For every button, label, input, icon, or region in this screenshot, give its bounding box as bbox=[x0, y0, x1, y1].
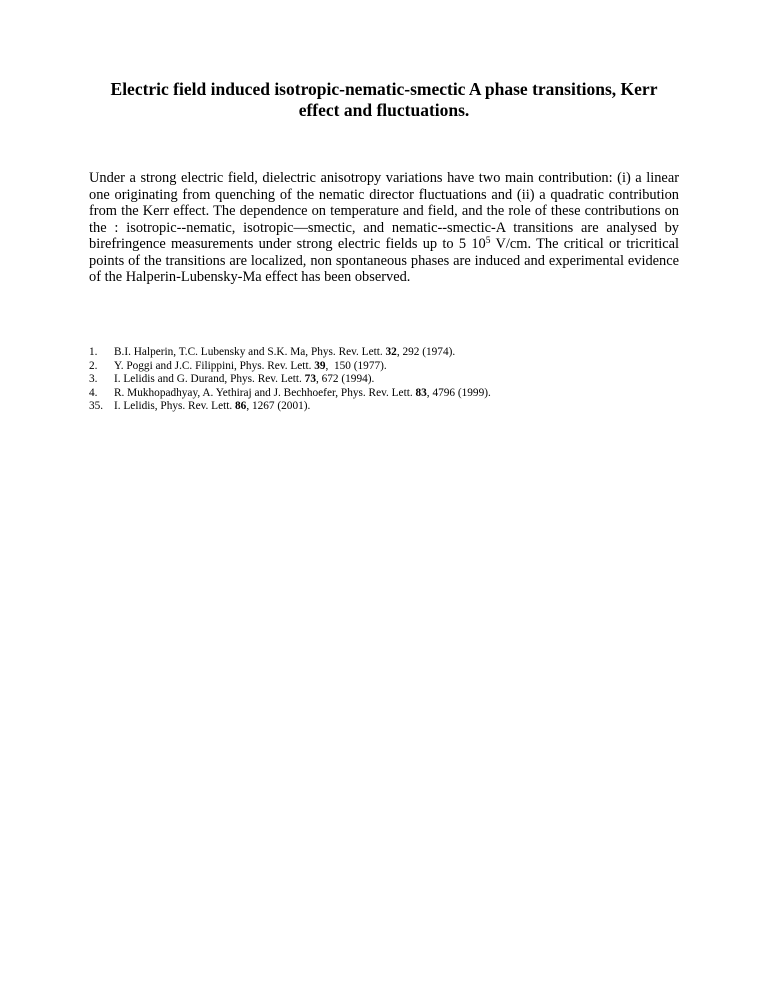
reference-text bbox=[114, 387, 491, 401]
reference-number: 3. bbox=[89, 373, 98, 385]
reference-number: 1. bbox=[89, 346, 98, 358]
reference-citation: I. Lelidis, Phys. Rev. Lett. bbox=[114, 400, 236, 412]
reference-citation: I. Lelidis and G. Durand, Phys. Rev. Lett. bbox=[114, 373, 305, 385]
reference-text bbox=[114, 373, 374, 387]
reference-volume: 73 bbox=[304, 373, 316, 385]
reference-item bbox=[89, 373, 709, 387]
reference-text bbox=[114, 360, 387, 374]
reference-pages-year: , 150 (1977). bbox=[325, 359, 387, 372]
reference-text bbox=[114, 346, 455, 360]
reference-item bbox=[89, 400, 709, 414]
reference-volume: 39 bbox=[314, 359, 326, 372]
reference-pages-year: , 4796 (1999). bbox=[426, 386, 491, 399]
reference-pages-year: , 1267 (2001). bbox=[246, 400, 311, 412]
field-exponent: 5 bbox=[485, 236, 491, 246]
reference-volume: 86 bbox=[235, 400, 247, 412]
paper-title: Electric field induced isotropic-nematic-smectic A phase transitions, Kerr effect and fluctuations. bbox=[110, 79, 658, 120]
reference-item bbox=[89, 360, 709, 374]
reference-volume: 32 bbox=[385, 346, 397, 358]
abstract-text-end: V/cm. The critical or tricritical points of the transitions are localized, non spontaneous phases are induced and experimental evidence of the Halperin-Lubensky-Ma effect has been observed. bbox=[89, 236, 679, 285]
abstract-text-main: Under a strong electric field, dielectric anisotropy variations have two main contribution: (i) a linear one originating from quenching of the nematic director fluctuations and (ii) a quadratic contribution from the Kerr effect. The dependence on temperature and field, and the role of these contributions on the : isotropic--nematic, isotropic—smectic, and nematic--smectic-A transitions are analysed by birefringence measurements under strong electric fields up to 5 10 bbox=[89, 170, 679, 252]
reference-citation: R. Mukhopadhyay, A. Yethiraj and J. Bechhoefer, Phys. Rev. Lett. bbox=[114, 386, 416, 399]
abstract-paragraph bbox=[89, 170, 679, 286]
reference-citation: Y. Poggi and J.C. Filippini, Phys. Rev. Lett. bbox=[114, 359, 315, 372]
reference-number: 2. bbox=[89, 359, 98, 372]
reference-number: 4. bbox=[89, 386, 98, 399]
reference-item bbox=[89, 346, 709, 360]
reference-citation: B.I. Halperin, T.C. Lubensky and S.K. Ma, Phys. Rev. Lett. bbox=[114, 346, 386, 358]
reference-text bbox=[114, 400, 310, 414]
reference-pages-year: , 672 (1994). bbox=[315, 373, 375, 385]
reference-number: 35. bbox=[89, 400, 104, 412]
reference-volume: 83 bbox=[415, 386, 427, 399]
reference-item bbox=[89, 387, 709, 401]
reference-pages-year: , 292 (1974). bbox=[396, 346, 456, 358]
reference-list bbox=[89, 346, 709, 414]
